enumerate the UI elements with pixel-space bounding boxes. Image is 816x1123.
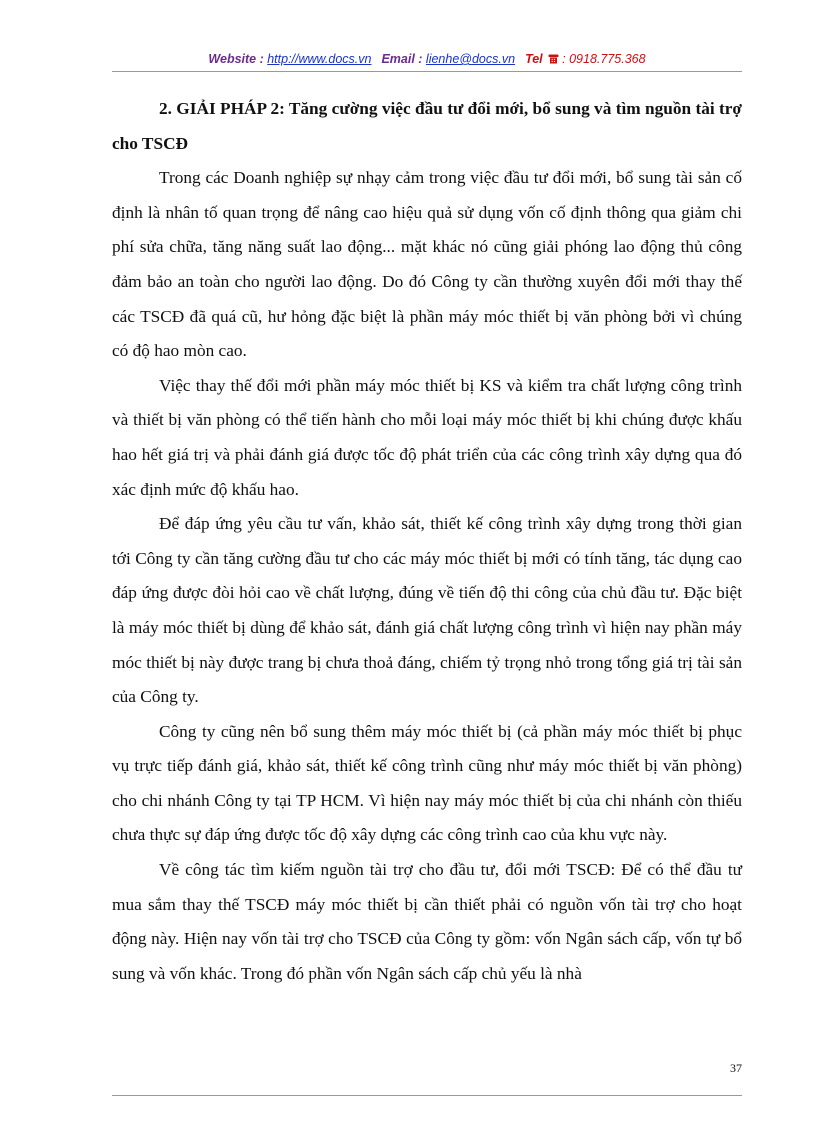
paragraph-4: Công ty cũng nên bổ sung thêm máy móc thiết bị (cả phần máy móc thiết bị phục vụ trực tiếp đánh giá, khảo sát, thiết kế công trình cũng như máy móc thiết bị văn phòng) cho chi nhánh Công ty tại TP HCM. Vì hiện nay máy móc thiết bị của chi nhánh còn thiếu chưa thực sự đáp ứng được tốc độ xây dựng các công trình cao của khu vực này. xyxy=(112,721,742,845)
website-label: Website : xyxy=(208,52,268,66)
website-link[interactable]: http://www.docs.vn xyxy=(267,52,372,66)
telephone-icon xyxy=(548,54,559,64)
header-divider xyxy=(112,71,742,72)
page-number: 37 xyxy=(730,1061,742,1075)
document-body xyxy=(112,92,742,991)
tel-label: Tel xyxy=(525,52,547,66)
paragraph-1: Trong các Doanh nghiệp sự nhạy cảm trong việc đầu tư đổi mới, bổ sung tài sản cố định là nhân tố quan trọng để nâng cao hiệu quả sử dụng vốn cố định thông qua giảm chi phí sửa chữa, tăng năng suất lao động... mặt khác nó cũng giải phóng lao động thủ công đảm bảo an toàn cho người lao động. Do đó Công ty cần thường xuyên đổi mới thay thế các TSCĐ đã quá cũ, hư hỏng đặc biệt là phần máy móc thiết bị văn phòng bởi vì chúng có độ hao mòn cao. xyxy=(112,168,742,361)
email-label: Email : xyxy=(381,52,426,66)
paragraph-3: Để đáp ứng yêu cầu tư vấn, khảo sát, thiết kế công trình xây dựng trong thời gian tới Công ty cần tăng cường đầu tư cho các máy móc thiết bị mới có tính tăng, tác dụng cao đáp ứng được đòi hỏi cao về chất lượng, đúng về tiến độ thi công của chủ đầu tư. Đặc biệt là máy móc thiết bị dùng để khảo sát, đánh giá chất lượng công trình vì hiện nay phần máy móc thiết bị này được trang bị chưa thoả đáng, chiếm tỷ trọng nhỏ trong tổng giá trị tài sản của Công ty. xyxy=(112,514,742,707)
email-link[interactable]: lienhe@docs.vn xyxy=(425,52,516,66)
footer-divider xyxy=(112,1095,742,1096)
paragraph-2: Việc thay thế đổi mới phần máy móc thiết bị KS và kiểm tra chất lượng công trình và thiết bị văn phòng có thể tiến hành cho mỗi loại máy móc thiết bị khi chúng được khấu hao hết giá trị và phải đánh giá được tốc độ phát triển của các công trình xây dựng qua đó xác định mức độ khấu hao. xyxy=(112,375,742,499)
page-header xyxy=(112,50,742,68)
tel-number: : 0918.775.368 xyxy=(562,52,646,66)
paragraph-5: Về công tác tìm kiếm nguồn tài trợ cho đầu tư, đổi mới TSCĐ: Để có thể đầu tư mua sắm thay thế TSCĐ máy móc thiết bị cần thiết phải có nguồn vốn tài trợ cho hoạt động này. Hiện nay vốn tài trợ cho TSCĐ của Công ty gồm: vốn Ngân sách cấp, vốn tự bổ sung và vốn khác. Trong đó phần vốn Ngân sách cấp chủ yếu là nhà xyxy=(112,860,742,983)
section-heading: 2. GIẢI PHÁP 2: Tăng cường việc đầu tư đổi mới, bổ sung và tìm nguồn tài trợ cho TSCĐ xyxy=(112,99,742,153)
